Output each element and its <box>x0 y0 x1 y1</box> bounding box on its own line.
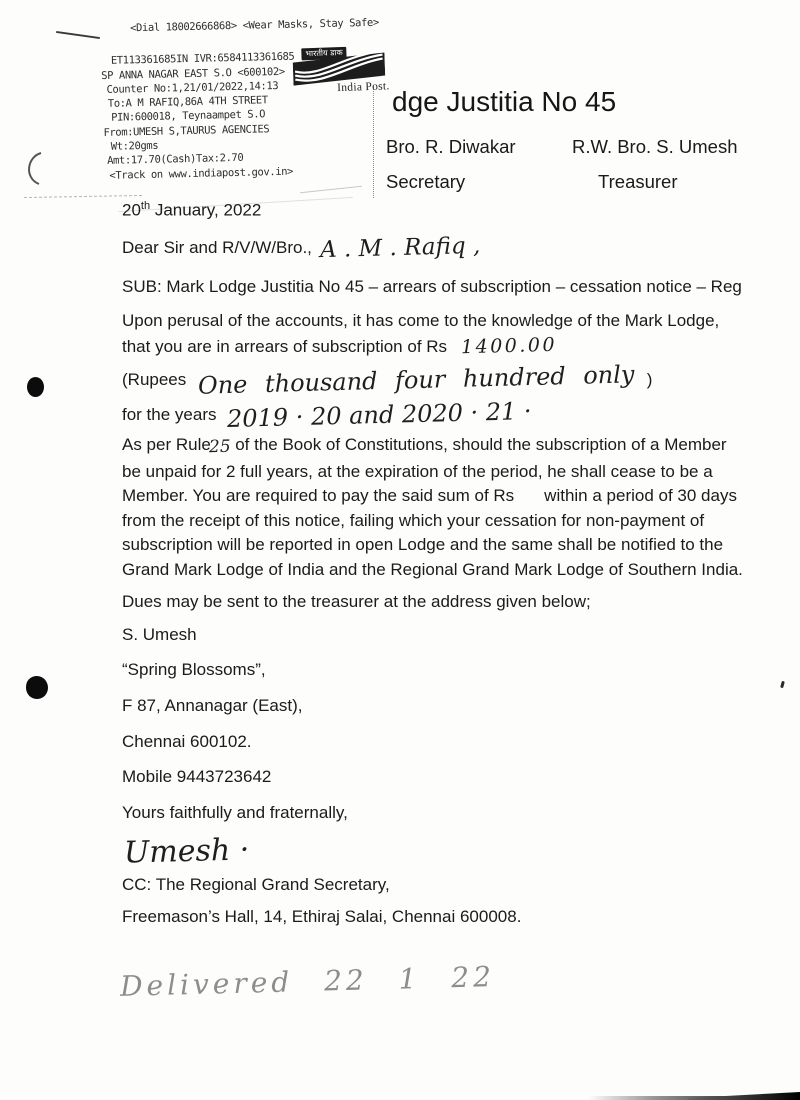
receipt-line: Amt:17.70(Cash)Tax:2.70 <box>107 152 244 168</box>
years-handwritten: 2019 · 20 and 2020 · 21 · <box>226 397 532 433</box>
receipt-line: ET113361685IN IVR:6584113361685 <box>110 50 295 68</box>
cc-line2: Freemason’s Hall, 14, Ethiraj Salai, Chennai 600008. <box>122 907 522 926</box>
para1-line2-text: that you are in arrears of subscription of Rs <box>122 337 448 356</box>
treasurer-role: Treasurer <box>598 171 678 192</box>
rule-number-handwritten: 25 <box>208 436 231 458</box>
treasurer-name: R.W. Bro. S. Umesh <box>572 136 738 157</box>
receipt-line: SP ANNA NAGAR EAST S.O <600102> <box>101 65 285 82</box>
rupees-row <box>122 360 653 400</box>
closing-line: Yours faithfully and fraternally, <box>122 803 348 822</box>
cc-line1: CC: The Regional Grand Secretary, <box>122 875 390 894</box>
para1-line2 <box>122 335 557 357</box>
pen-c-mark <box>22 150 44 188</box>
india-post-hindi-label: भारतीय डाक <box>301 47 347 61</box>
years-label: for the years <box>122 405 217 424</box>
salutation-text: Dear Sir and R/V/W/Bro., <box>122 238 312 257</box>
postal-receipt <box>100 15 404 183</box>
rupees-close-paren: ) <box>646 370 653 389</box>
receipt-line: To:A M RAFIQ,86A 4TH STREET <box>107 94 268 111</box>
address-name: S. Umesh <box>122 625 197 644</box>
amount-handwritten: 1400.00 <box>460 333 558 359</box>
address-street: F 87, Annanagar (East), <box>122 696 303 715</box>
receipt-shadow-dash <box>24 195 142 198</box>
para2-line2: be unpaid for 2 full years, at the expiration of the period, he shall cease to be a <box>122 461 713 481</box>
receipt-line: Counter No:1,21/01/2022,14:13 <box>106 79 279 96</box>
receipt-line: <Track on www.indiapost.gov.in> <box>109 165 294 182</box>
para2-line1-post: of the Book of Constitutions, should the subscription of a Member <box>230 435 727 454</box>
date-day: 20 <box>122 200 141 220</box>
date-suffix: th <box>140 200 151 212</box>
secretary-role: Secretary <box>386 171 466 192</box>
receipt-line: From:UMESH S,TAURUS AGENCIES <box>103 122 270 139</box>
years-row <box>122 397 532 433</box>
subject-line: SUB: Mark Lodge Justitia No 45 – arrears of subscription – cessation notice – Reg <box>122 277 742 296</box>
para2-line1-pre: As per Rule <box>122 435 211 454</box>
rupees-open-paren: (Rupees <box>122 370 187 389</box>
para2-line5: subscription will be reported in open Lodge and the same shall be notified to the <box>122 535 724 554</box>
dues-line: Dues may be sent to the treasurer at the address given below; <box>122 592 591 611</box>
delivered-text: Delivered 22 1 22 <box>119 960 496 1003</box>
receipt-dial-line: <Dial 18002666868> <Wear Masks, Stay Safe> <box>130 16 379 35</box>
salutation-row <box>122 232 481 264</box>
signature-text: Umesh · <box>123 832 250 871</box>
para1-line1: Upon perusal of the accounts, it has come to the knowledge of the Mark Lodge, <box>122 311 720 330</box>
date-rest: January, 2022 <box>150 200 262 220</box>
pen-stroke-mark <box>56 31 100 39</box>
lodge-title: dge Justitia No 45 <box>392 86 617 117</box>
punch-hole-mark <box>27 377 44 397</box>
para2-line4: from the receipt of this notice, failing which your cessation for non-payment of <box>122 510 705 530</box>
address-city: Chennai 600102. <box>122 732 252 751</box>
rupees-words-handwritten: One thousand four hundred only <box>197 360 636 400</box>
para2-line3 <box>122 484 743 509</box>
address-mobile: Mobile 9443723642 <box>122 767 272 786</box>
para2-line6: Grand Mark Lodge of India and the Regional Grand Mark Lodge of Southern India. <box>122 559 743 579</box>
india-post-english-label: India Post. <box>336 80 390 95</box>
para2-line3-post: within a period of 30 days <box>544 486 737 505</box>
punch-hole-mark <box>26 676 48 699</box>
receipt-shadow-dash <box>300 186 362 193</box>
para2-line1 <box>122 433 743 460</box>
para2 <box>122 433 743 582</box>
stray-ink-mark <box>780 681 785 689</box>
addressee-handwritten: A . M . Rafiq , <box>319 232 481 264</box>
india-post-logo <box>292 40 390 99</box>
letter-date <box>122 200 261 221</box>
receipt-line: PIN:600018, Teynaampet S.O <box>111 108 266 125</box>
receipt-line: Wt:20gms <box>110 139 159 153</box>
secretary-name: Bro. R. Diwakar <box>386 136 516 157</box>
delivered-note-handwritten <box>119 960 496 1003</box>
signature-handwritten <box>124 834 249 869</box>
address-house: “Spring Blossoms”, <box>122 660 266 679</box>
para2-line3-pre: Member. You are required to pay the said sum of Rs <box>122 486 515 505</box>
